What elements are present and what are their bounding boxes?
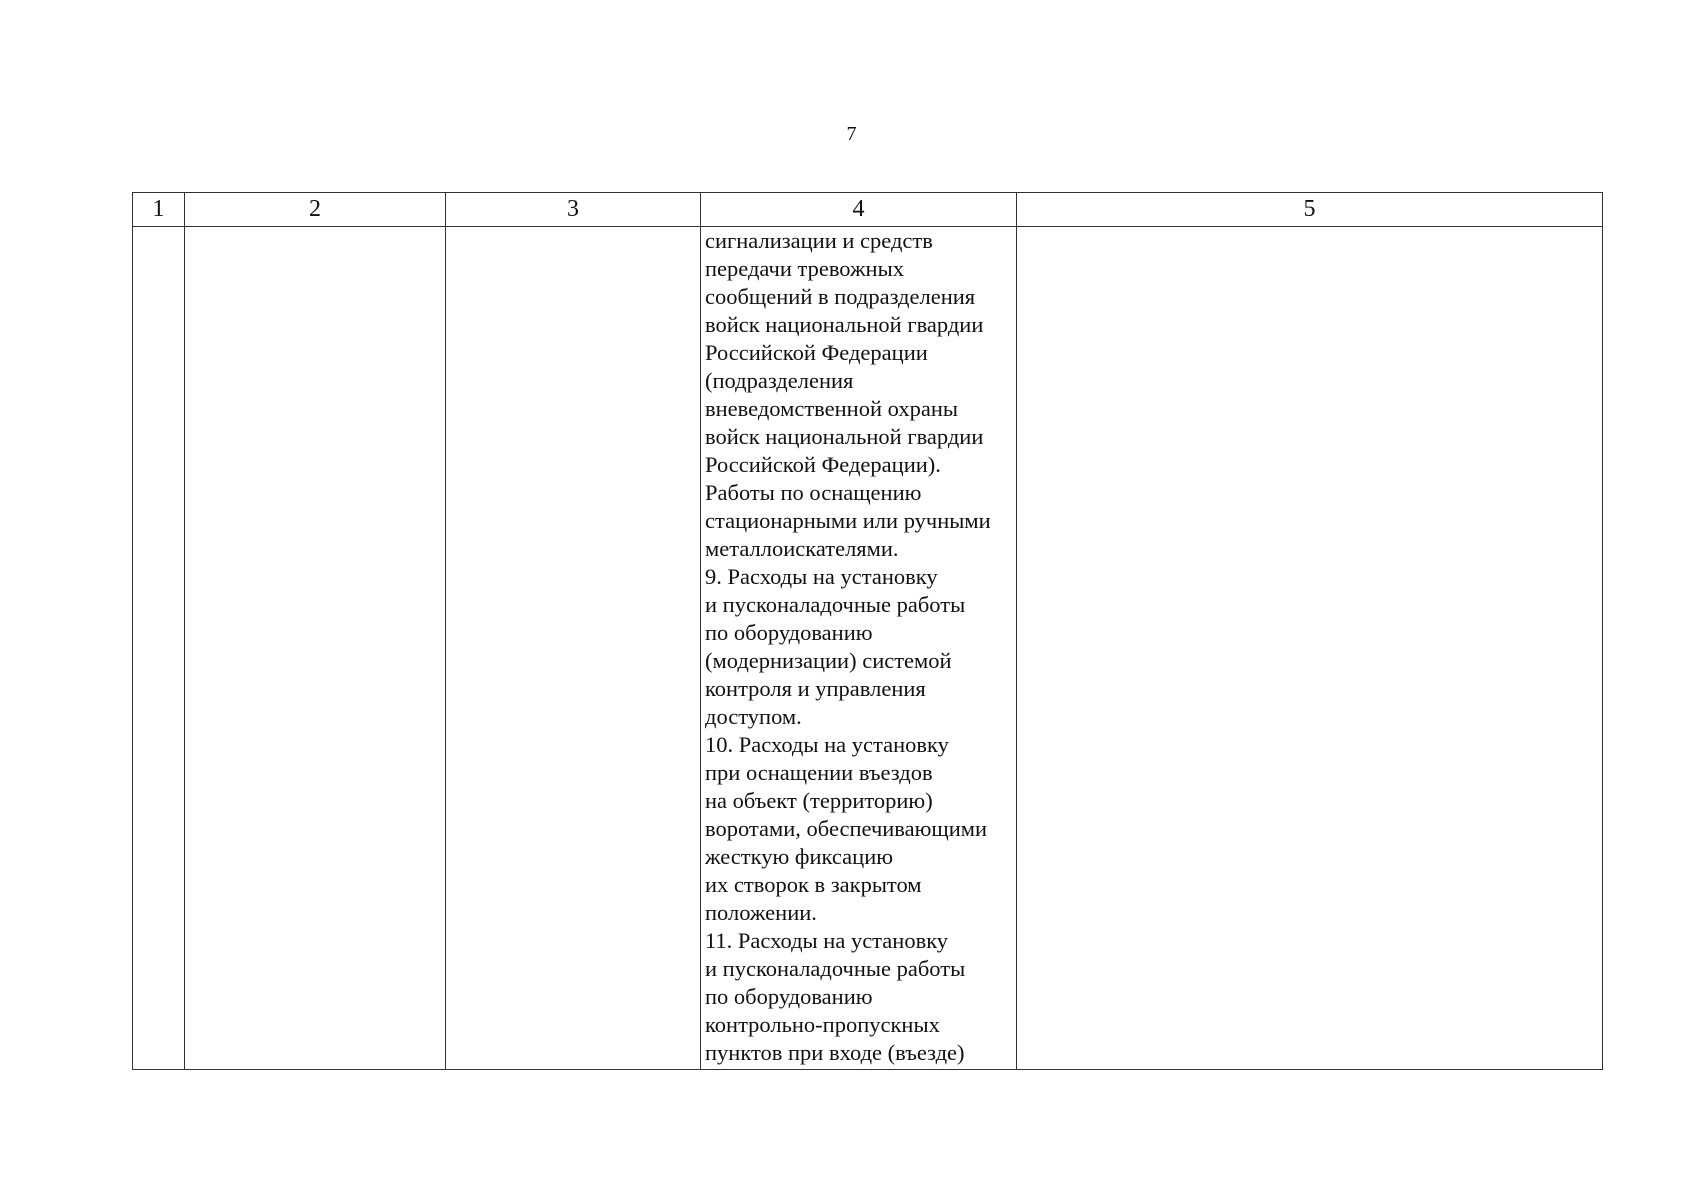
cell-col-2: [185, 227, 446, 1070]
text-line: доступом.: [705, 704, 802, 729]
text-line: металлоискателями.: [705, 536, 899, 561]
text-line: войск национальной гвардии: [705, 312, 984, 337]
text-line: по оборудованию: [705, 984, 873, 1009]
text-line: передачи тревожных: [705, 256, 904, 281]
text-line: (модернизации) системой: [705, 648, 952, 673]
text-line: и пусконаладочные работы: [705, 956, 966, 981]
text-line: контрольно-пропускных: [705, 1012, 940, 1037]
text-line: сигнализации и средств: [705, 228, 933, 253]
cell-col-5: [1017, 227, 1603, 1070]
text-line: Российской Федерации: [705, 340, 928, 365]
column-header-1: 1: [133, 193, 185, 227]
text-line: Российской Федерации).: [705, 452, 941, 477]
text-line: стационарными или ручными: [705, 508, 991, 533]
text-line: при оснащении въездов: [705, 760, 933, 785]
text-line: войск национальной гвардии: [705, 424, 984, 449]
text-line: контроля и управления: [705, 676, 926, 701]
table-row: [133, 227, 1603, 1070]
text-line: 9. Расходы на установку: [705, 564, 938, 589]
text-line: вневедомственной охраны: [705, 396, 958, 421]
document-table: [132, 192, 1603, 1070]
cell-col-1: [133, 227, 185, 1070]
text-line: Работы по оснащению: [705, 480, 922, 505]
column-header-5: 5: [1017, 193, 1603, 227]
text-line: жесткую фиксацию: [705, 844, 894, 869]
text-line: 10. Расходы на установку: [705, 732, 949, 757]
table-header-row: [133, 193, 1603, 227]
text-line: их створок в закрытом: [705, 872, 922, 897]
text-line: сообщений в подразделения: [705, 284, 976, 309]
text-line: воротами, обеспечивающими: [705, 816, 988, 841]
column-header-3: 3: [446, 193, 701, 227]
cell-col-4: [701, 227, 1017, 1070]
text-line: положении.: [705, 900, 817, 925]
text-line: по оборудованию: [705, 620, 873, 645]
text-line: 11. Расходы на установку: [705, 928, 949, 953]
text-line: пунктов при входе (въезде): [705, 1040, 965, 1065]
text-line: и пусконаладочные работы: [705, 592, 966, 617]
text-line: на объект (территорию): [705, 788, 933, 813]
text-line: (подразделения: [705, 368, 854, 393]
page-number: 7: [846, 123, 857, 145]
column-header-4: 4: [701, 193, 1017, 227]
cell-col-3: [446, 227, 701, 1070]
column-header-2: 2: [185, 193, 446, 227]
